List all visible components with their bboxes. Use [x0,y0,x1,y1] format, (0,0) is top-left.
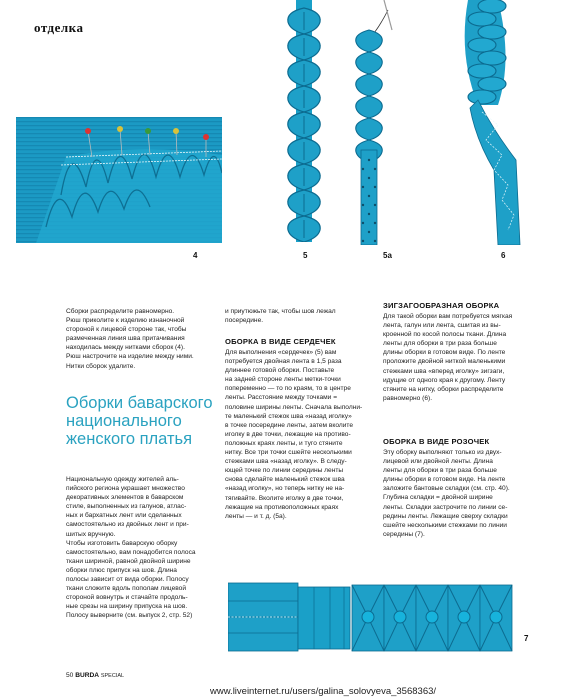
text-line: находилась между нитками сборок (4). [66,344,185,352]
text-line: Эту оборку выполняют только из двух- [383,449,502,456]
text-line: идущие от одного края к другому. Ленту [383,376,506,384]
text-line: проложите двойной ниткой маленькими [383,358,506,366]
text-line: половине ширины ленты. Сначала выполни- [225,403,363,411]
text-line: иголку в две точки, лежащие на противо- [225,430,351,438]
ruffle-puff [478,77,506,91]
text-line: «назад иголку», но теперь нитку не на- [225,485,345,493]
text-line: стежками шва «вперед иголку» зигзаги, [383,367,505,375]
marker-dot [374,186,376,188]
col3-zigzag [383,312,533,403]
marker-dot [374,204,376,206]
text-line: ткани шириной, равной двойной ширине [66,557,191,565]
text-line: редины ленты. Лежащие сверху складки [383,512,508,520]
text-line: ткани сложите вдоль пополам лицевой [66,585,187,593]
text-line: Для такой оборки вам потребуется мягкая [383,313,513,320]
ruffle-puff [468,38,496,52]
text-line: в точке посередине ленты, затем вколите [225,421,353,429]
heart-fold [356,74,382,96]
text-line: потребуется двойная лента в 1,5 раза [225,358,342,366]
text-line: Глубина складки = двойной ширине [383,494,493,502]
marker-dot [362,186,364,188]
section-label: отделка [34,20,84,35]
figure-5a-number: 5a [383,251,392,260]
text-line: лежащие на противоположных краях [225,503,339,511]
subhead-zigzag-ruffle: ЗИГЗАГООБРАЗНАЯ ОБОРКА [383,301,500,310]
ruffle-puff [468,64,496,78]
source-watermark [210,686,436,697]
marker-dot [374,222,376,224]
ruffle-puff [478,0,506,13]
text-line: Рюш приколите к изделию изнаночной [66,317,185,325]
text-line: Рюш настрочите на изделие между ними. [66,353,194,361]
page-footer [66,672,124,679]
text-line: сшейте несколькими стежками по линии [383,521,507,529]
rose-center [490,611,502,623]
text-line: стежками шва «назад иголку». В следу- [225,458,347,466]
col1-body [66,475,220,621]
text-line: стороной вовнутрь и стачайте продоль- [66,594,188,602]
marker-dot [374,168,376,170]
marker-dot [368,231,370,233]
col2-body [225,348,375,521]
heart-fold [356,118,382,140]
rose-center [362,611,374,623]
text-line: ленты для оборки в три раза больше [383,340,497,348]
page-number: 50 [66,672,74,679]
rose-center [394,611,406,623]
figure-4-number: 4 [193,251,198,260]
text-line: оборки плюс припуск на шов. Длина [66,566,177,574]
marker-dot [368,195,370,197]
ruffle-puff [468,90,496,104]
figure-6-number: 6 [501,251,506,260]
text-line: Нитки сборок удалите. [66,362,136,370]
text-line: шитых вручную. [66,530,116,538]
text-line: длины оборки в готовом виде. На ленте [383,476,506,484]
ruffle-puff [468,12,496,26]
text-line: нитку. Все три точки сшейте несколькими [225,449,352,457]
watermark-url: www.liveinternet.ru/users/galina_solovyeva_3568363/ [210,686,437,697]
text-line: ленты. Складки застрочите по линии се- [383,503,508,511]
figure-5a-photo [338,0,398,245]
figure-7-number: 7 [524,634,529,643]
marker-dot [362,168,364,170]
text-line: тягивайте. Вколите иголку в две точки, [225,494,344,502]
text-line: середины (7). [383,530,425,538]
text-line: ные срезы на ширину припуска на шов. [66,603,188,611]
text-line: Национальную одежду жителей аль- [66,476,179,483]
ruffle-puff [478,25,506,39]
text-line: ющей точке по линии середины ленты [225,467,344,475]
col1-intro [66,307,216,371]
marker-dot [362,204,364,206]
text-line: размеченная линия шва притачивания [66,335,185,343]
text-line: ленты для оборки в три раза больше [383,467,497,475]
text-line: стороной к лицевой стороне так, чтобы [66,326,187,334]
figure-6-photo [438,0,538,245]
subhead-rose-ruffle: ОБОРКА В ВИДЕ РОЗОЧЕК [383,437,490,446]
text-line: кроенной по косой полосы ткани. Длина [383,331,507,339]
text-line: снова сделайте маленький стежок шва [225,476,345,484]
text-line: Чтобы изготовить баварскую оборку [66,539,178,547]
text-line: длины оборки в готовом виде. По ленте [383,349,506,357]
text-line: длиннее готовой оборки. Поставьте [225,367,335,375]
magazine-brand: BURDA [75,672,99,679]
text-line: попеременно — то по краям, то в центре [225,385,351,393]
text-line: ленты — и т. д. (5а). [225,512,287,520]
text-line: на задней стороне ленты метки-точки [225,376,341,384]
text-line: посередине. [225,317,264,325]
subhead-heart-ruffle: ОБОРКА В ВИДЕ СЕРДЕЧЕК [225,337,336,346]
text-line: Сборки распределите равномерно. [66,308,175,315]
marker-dot [368,177,370,179]
marker-dot [368,159,370,161]
marker-dot [374,240,376,242]
heart-fold [356,30,382,52]
text-line: равномерно (6). [383,394,433,402]
magazine-edition: SPECIAL [100,673,125,679]
ruffle-puff [478,51,506,65]
text-line: те маленький стежок шва «назад иголку» [225,412,352,420]
marker-dot [362,240,364,242]
text-line: самостоятельно, вам понадобится полоса [66,548,196,556]
text-line: Полосу выверните (см. выпуск 2, стр. 52) [66,612,193,620]
figure-5-number: 5 [303,251,308,260]
text-line: самостоятельно из двойных лент и при- [66,521,189,529]
article-headline: Оборки баварского национального женского платья [66,394,213,448]
text-line: ных и бархатных лент или сделанных [66,512,182,520]
text-line: положных краях ленты, и туго стяните [225,439,343,447]
text-line: ленты. Расстояние между точками = [225,394,338,402]
text-line: стиле, выполненных из галунов, атлас- [66,503,187,511]
col2-intro [225,307,370,325]
heart-fold [356,96,382,118]
figure-7-photo [228,577,518,657]
text-line: полосы зависит от вида оборки. Полосу [66,576,189,584]
col3-rose [383,448,533,539]
rose-center [458,611,470,623]
text-line: лицевой или двойной ленты. Длина [383,458,493,466]
text-line: декоративных элементов в баварском [66,494,184,502]
figure-4-photo [16,117,222,243]
text-line: стяните на нитку, оборки распределите [383,385,504,393]
text-line: заложите бантовые складки (см. стр. 40). [383,485,510,493]
text-line: пийского региона украшает множество [66,485,185,493]
text-line: Для выполнения «сердечек» (5) вам [225,349,337,356]
marker-dot [368,213,370,215]
text-line: лента, галун или лента, сшитая из вы- [383,322,501,330]
heart-fold [356,52,382,74]
rose-center [426,611,438,623]
text-line: и приутюжьте так, чтобы шов лежал [225,308,336,315]
marker-dot [362,222,364,224]
figure-5-photo [276,0,332,242]
